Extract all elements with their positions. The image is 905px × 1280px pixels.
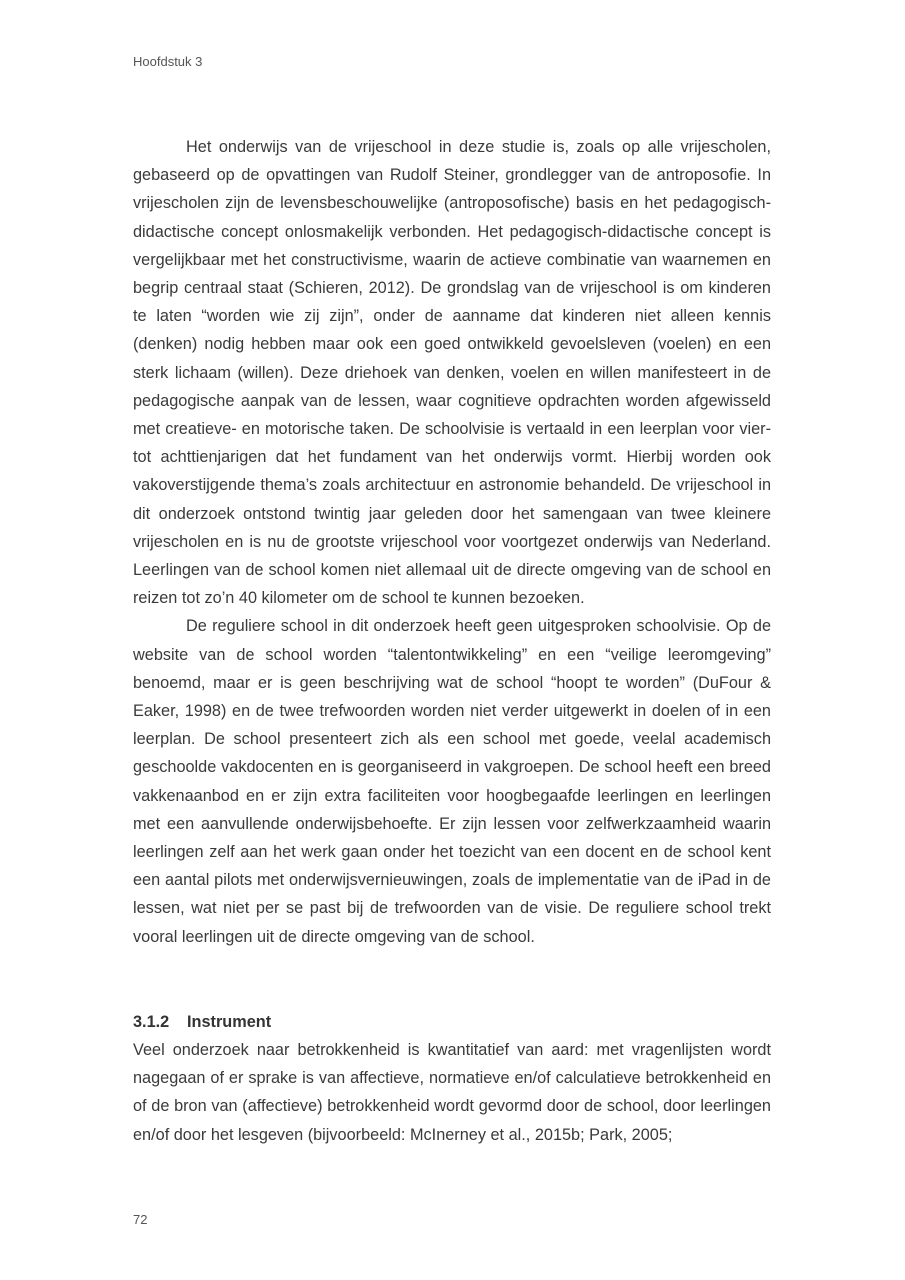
- section-number: 3.1.2: [133, 1013, 170, 1031]
- running-head: Hoofdstuk 3: [133, 54, 203, 69]
- body-text: [133, 133, 771, 951]
- paragraph-2: De reguliere school in dit onderzoek heeft geen uitgesproken schoolvisie. Op de website van de school worden “talentontwikkeling” en een “veilige leeromgeving” benoemd, maar er is geen beschrijving wat de school “hoopt te worden” (DuFour & Eaker, 1998) en de twee trefwoorden worden niet verder uitgewerkt in doelen of in een leerplan. De school presenteert zich als een school met goede, veelal academisch geschoolde vakdocenten en is georganiseerd in vakgroepen. De school heeft een breed vakkenaanbod en er zijn extra faciliteiten voor hoogbegaafde leerlingen en leerlingen met een aanvullende onderwijsbehoefte. Er zijn lessen voor zelfwerkzaamheid waarin leerlingen zelf aan het werk gaan onder het toezicht van een docent en de school kent een aantal pilots met onderwijsvernieuwingen, zoals de implementatie van de iPad in de lessen, wat niet per se past bij de trefwoorden van de visie. De reguliere school trekt vooral leerlingen uit de directe omgeving van de school.: [133, 617, 771, 946]
- section-paragraph: Veel onderzoek naar betrokkenheid is kwantitatief van aard: met vragenlijsten wordt nagegaan of er sprake is van affectieve, normatieve en/of calculatieve betrokkenheid en of de bron van (affectieve) betrokkenheid wordt gevormd door de school, door leerlingen en/of door het lesgeven (bijvoorbeeld: McInerney et al., 2015b; Park, 2005;: [133, 1041, 771, 1144]
- section-title: Instrument: [187, 1013, 272, 1031]
- section-heading: [133, 1008, 771, 1036]
- section-3-1-2: [133, 1008, 771, 1149]
- paragraph-1: Het onderwijs van de vrijeschool in deze studie is, zoals op alle vrijescholen, gebaseerd op de opvattingen van Rudolf Steiner, grondlegger van de antroposofie. In vrijescholen zijn de levensbeschouwelijke (antroposofische) basis en het pedagogisch-didactische concept onlosmakelijk verbonden. Het pedagogisch-didactische concept is vergelijkbaar met het constructivisme, waarin de actieve combinatie van waarnemen en begrip centraal staat (Schieren, 2012). De grondslag van de vrijeschool is om kinderen te laten “worden wie zij zijn”, onder de aanname dat kinderen niet alleen kennis (denken) nodig hebben maar ook een goed ontwikkeld gevoelsleven (voelen) en een sterk lichaam (willen). Deze driehoek van denken, voelen en willen manifesteert in de pedagogische aanpak van de lessen, waar cognitieve opdrachten worden afgewisseld met creatieve- en motorische taken. De schoolvisie is vertaald in een leerplan voor vier- tot achttienjarigen dat het fundament van het onderwijs vormt. Hierbij worden ook vakoverstijgende thema’s zoals architectuur en astronomie behandeld. De vrijeschool in dit onderzoek ontstond twintig jaar geleden door het samengaan van twee kleinere vrijescholen en is nu de grootste vrijeschool voor voortgezet onderwijs van Nederland. Leerlingen van de school komen niet allemaal uit de directe omgeving van de school en reizen tot zo’n 40 kilometer om de school te kunnen bezoeken.: [133, 138, 771, 608]
- page-number: 72: [133, 1212, 148, 1227]
